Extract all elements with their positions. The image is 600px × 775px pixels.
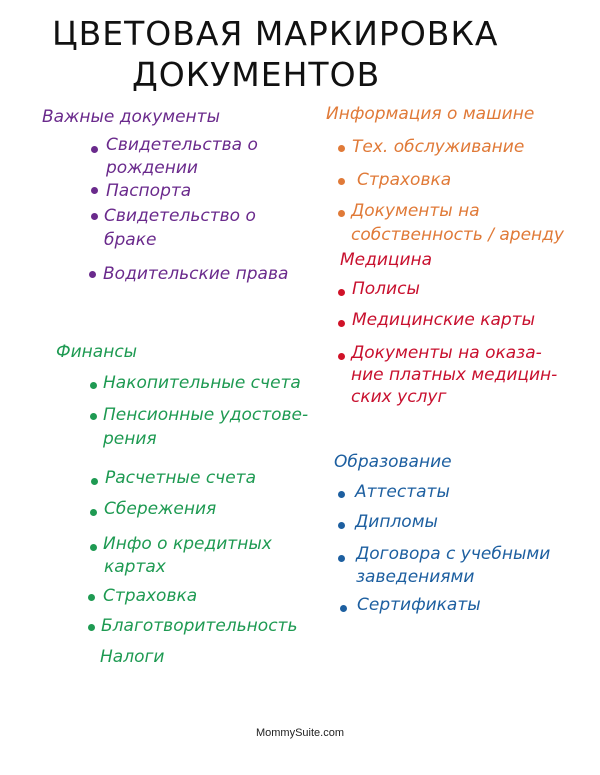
list-item-continuation: ние платных медицин- xyxy=(351,365,558,385)
bullet-icon xyxy=(338,178,345,185)
bullet-icon xyxy=(338,145,345,152)
list-item: Пенсионные удостове- xyxy=(103,405,309,425)
page-title-line-1: ЦВЕТОВАЯ МАРКИРОВКА xyxy=(52,14,499,53)
list-item: Благотворительность xyxy=(101,616,298,636)
bullet-icon xyxy=(88,594,95,601)
section-heading-education: Образование xyxy=(334,452,452,472)
bullet-icon xyxy=(338,491,345,498)
footer-source: MommySuite.com xyxy=(255,727,345,739)
list-item: Водительские права xyxy=(103,264,289,284)
bullet-icon xyxy=(340,605,347,612)
bullet-icon xyxy=(338,289,345,296)
bullet-icon xyxy=(338,522,345,529)
bullet-icon xyxy=(90,382,97,389)
bullet-icon xyxy=(90,544,97,551)
bullet-icon xyxy=(91,213,98,220)
bullet-icon xyxy=(89,271,96,278)
list-item-continuation: картах xyxy=(104,557,166,577)
list-item: Полисы xyxy=(352,279,420,299)
list-item: Медицинские карты xyxy=(352,310,535,330)
list-item: Тех. обслуживание xyxy=(352,137,525,157)
bullet-icon xyxy=(88,624,95,631)
bullet-icon xyxy=(90,509,97,516)
section-heading-finance: Финансы xyxy=(56,342,138,362)
list-item: Свидетельство о xyxy=(104,206,256,226)
list-item-continuation: заведениями xyxy=(356,567,475,587)
list-item: Аттестаты xyxy=(355,482,450,502)
list-item-continuation: рождении xyxy=(106,158,198,178)
section-heading-medicine: Медицина xyxy=(340,250,433,270)
list-item: Сбережения xyxy=(104,499,217,519)
list-item: Расчетные счета xyxy=(105,468,256,488)
list-item: Страховка xyxy=(103,586,198,606)
list-item-continuation: рения xyxy=(103,429,157,449)
list-item: Сертификаты xyxy=(357,595,481,615)
list-item: Инфо о кредитных xyxy=(103,534,272,554)
list-item: Накопительные счета xyxy=(103,373,301,393)
list-item: Дипломы xyxy=(355,512,438,532)
list-item-continuation: собственность / аренду xyxy=(351,225,564,245)
list-item: Документы на xyxy=(351,201,480,221)
bullet-icon xyxy=(338,353,345,360)
list-item-continuation: ских услуг xyxy=(351,387,447,407)
list-item: Страховка xyxy=(357,170,452,190)
list-item: Паспорта xyxy=(106,181,192,201)
list-item: Документы на оказа- xyxy=(351,343,542,363)
bullet-icon xyxy=(338,320,345,327)
bullet-icon xyxy=(91,146,98,153)
bullet-icon xyxy=(91,187,98,194)
page-title-line-2: ДОКУМЕНТОВ xyxy=(132,55,381,94)
list-item: Договора с учебными xyxy=(356,544,551,564)
list-item: Свидетельства о xyxy=(106,135,258,155)
bullet-icon xyxy=(338,555,345,562)
section-heading-important: Важные документы xyxy=(42,107,221,127)
bullet-icon xyxy=(91,478,98,485)
bullet-icon xyxy=(90,413,97,420)
bullet-icon xyxy=(338,210,345,217)
list-item-continuation: браке xyxy=(104,230,157,250)
list-item: Налоги xyxy=(100,647,165,667)
section-heading-car: Информация о машине xyxy=(326,104,535,124)
